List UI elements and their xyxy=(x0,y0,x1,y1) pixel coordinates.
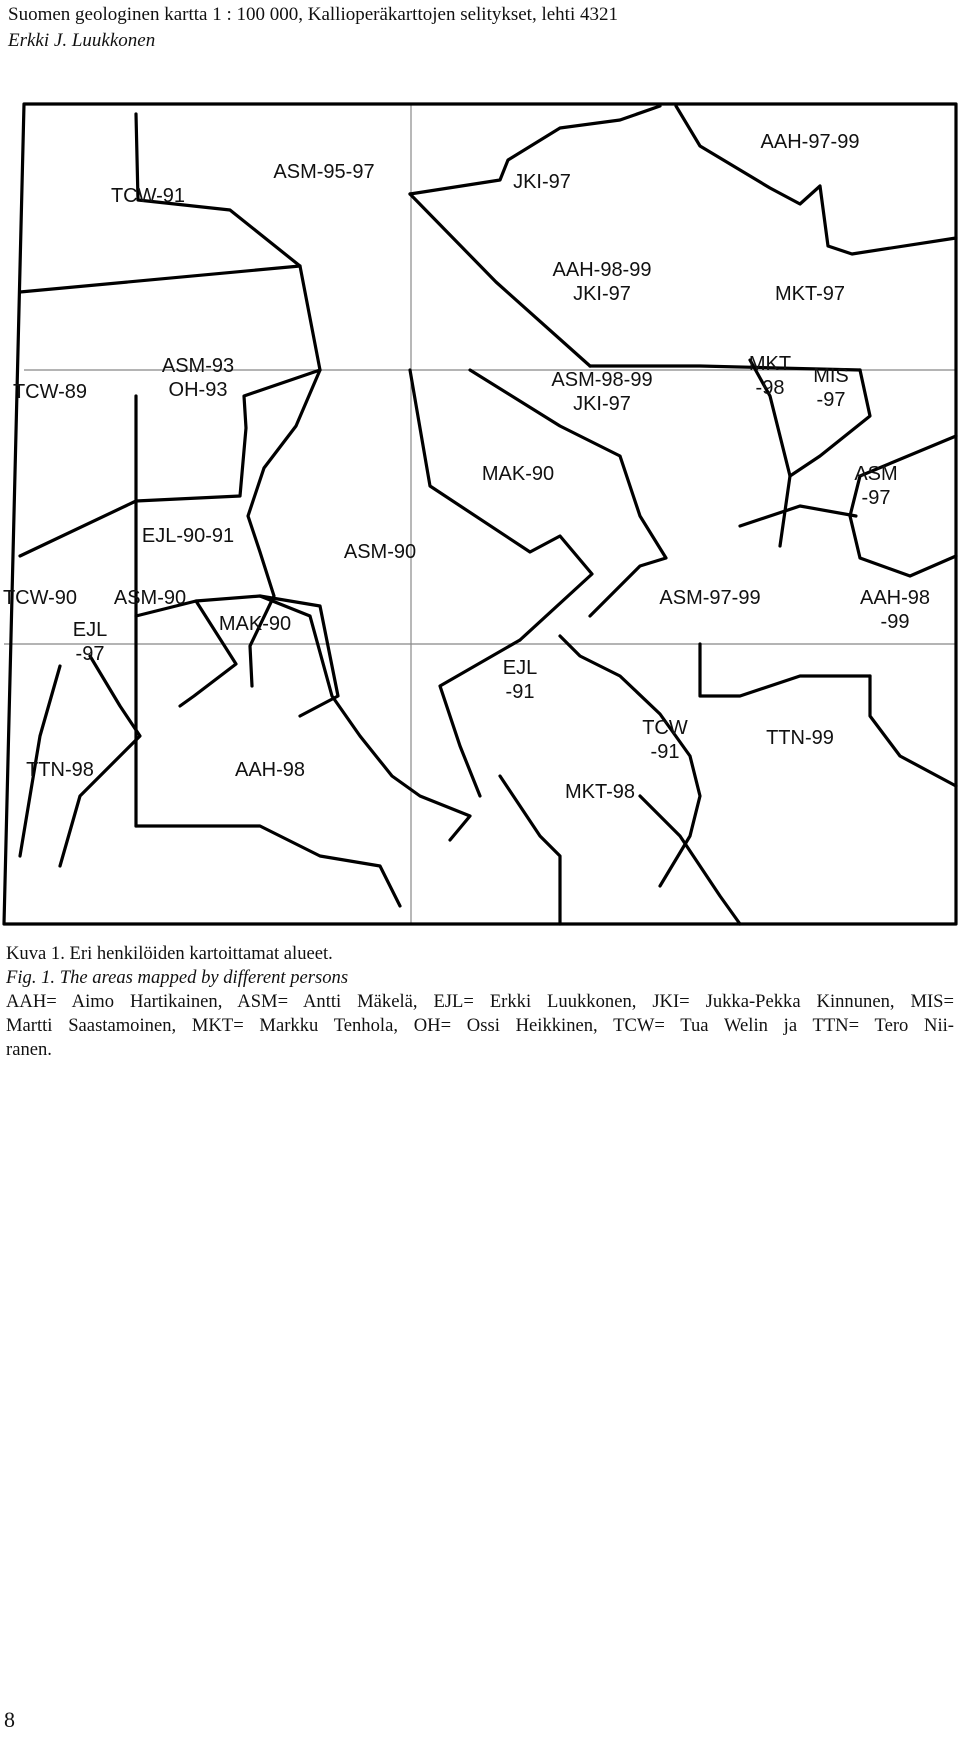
region-label xyxy=(813,365,849,411)
boundary-line xyxy=(136,114,320,370)
mapping-areas-map xyxy=(0,96,960,926)
boundary-line xyxy=(676,106,956,254)
region-label xyxy=(26,759,94,781)
region-label xyxy=(273,161,374,183)
region-label-line: AAH-98 xyxy=(234,759,306,781)
region-label xyxy=(344,541,416,563)
region-label xyxy=(749,353,791,399)
boundary-line xyxy=(500,776,560,924)
region-label xyxy=(553,259,652,305)
region-label-line: TCW-91 xyxy=(110,185,186,207)
caption-finnish: Kuva 1. Eri henkilöiden kartoittamat alueet. xyxy=(6,943,333,964)
region-label xyxy=(162,355,234,401)
region-label xyxy=(761,131,860,153)
boundary-line xyxy=(870,676,956,786)
caption-english-text: The areas mapped by different persons xyxy=(59,967,349,988)
region-label xyxy=(551,369,652,415)
region-label-line: EJL xyxy=(502,657,538,679)
region-label-line: -91 xyxy=(505,681,535,703)
region-label-line: ASM xyxy=(854,463,898,485)
region-label-line: -98 xyxy=(755,377,785,399)
region-label-line: -99 xyxy=(880,611,910,633)
region-label xyxy=(565,781,635,803)
region-label xyxy=(114,587,186,609)
region-label-line: OH-93 xyxy=(168,379,228,401)
region-label-line: -97 xyxy=(816,389,846,411)
region-label-line: AAH-97-99 xyxy=(760,131,860,153)
region-label-line: ASM-97-99 xyxy=(659,587,761,609)
boundary-line xyxy=(136,370,320,501)
region-label-line: ASM-95-97 xyxy=(273,161,375,183)
region-label xyxy=(659,587,760,609)
caption-legend-line: ranen. xyxy=(6,1039,52,1060)
region-label-line: TCW-90 xyxy=(2,587,78,609)
boundary-line xyxy=(136,826,400,906)
boundary-line xyxy=(20,266,300,292)
caption-legend-line: AAH= Aimo Hartikainen, ASM= Antti Mäkelä, EJL= Erkki Luukkonen, JKI= Jukka-Pekka Kinnunen, MIS= xyxy=(6,991,954,1012)
boundary-line xyxy=(248,370,320,686)
region-label-line: TCW-89 xyxy=(12,381,88,403)
region-label-line: ASM-90 xyxy=(343,541,417,563)
region-label-line: EJL xyxy=(72,619,108,641)
region-label-line: AAH-98-99 xyxy=(552,259,652,281)
region-label-line: ASM-98-99 xyxy=(551,369,653,391)
region-label-line: MIS xyxy=(813,365,849,387)
region-label xyxy=(503,657,537,703)
region-label-line: -91 xyxy=(650,741,680,763)
caption-english-prefix: Fig. 1. xyxy=(6,967,56,988)
figure-caption xyxy=(6,942,954,1062)
boundary-line xyxy=(700,644,870,696)
mapping-areas-figure xyxy=(0,96,960,926)
boundary-line xyxy=(410,370,592,640)
region-label-line: JKI-97 xyxy=(513,171,571,193)
map-grid xyxy=(4,104,956,924)
region-label-line: -97 xyxy=(75,643,105,665)
region-label xyxy=(219,613,291,635)
region-labels xyxy=(3,131,930,803)
region-label-line: -97 xyxy=(861,487,891,509)
map-frame xyxy=(4,104,956,924)
region-label xyxy=(860,587,930,633)
region-label xyxy=(235,759,305,781)
region-label-line: TTN-99 xyxy=(766,727,834,749)
region-label xyxy=(642,717,688,763)
author-name: Erkki J. Luukkonen xyxy=(8,30,156,51)
region-label-line: MKT-98 xyxy=(564,781,636,803)
region-label-line: ASM-93 xyxy=(161,355,235,377)
region-label xyxy=(13,381,87,403)
region-boundaries xyxy=(4,104,956,924)
region-label-line: MKT xyxy=(748,353,792,375)
boundary-line xyxy=(640,796,740,924)
region-label-line: JKI-97 xyxy=(573,393,631,415)
region-label-line: MAK-90 xyxy=(218,613,292,635)
region-label-line: MKT-97 xyxy=(774,283,846,305)
series-title: Suomen geologinen kartta 1 : 100 000, Kallioperäkarttojen selitykset, lehti 4321 xyxy=(8,4,618,25)
boundary-line xyxy=(470,370,666,616)
region-label-line: AAH-98 xyxy=(859,587,931,609)
region-label xyxy=(513,171,571,193)
caption-legend-line: Martti Saastamoinen, MKT= Markku Tenhola, OH= Ossi Heikkinen, TCW= Tua Welin ja TTN= Tero Nii- xyxy=(6,1015,954,1036)
region-label-line: ASM-90 xyxy=(113,587,187,609)
region-label xyxy=(482,463,554,485)
caption-english xyxy=(6,966,954,990)
region-label xyxy=(142,525,234,547)
region-label-line: JKI-97 xyxy=(573,283,631,305)
region-label xyxy=(73,619,107,665)
region-label-line: TTN-98 xyxy=(26,759,94,781)
region-label xyxy=(111,185,185,207)
page-number: 8 xyxy=(4,1707,15,1732)
boundary-line xyxy=(740,506,856,526)
region-label-line: TCW xyxy=(642,717,688,739)
boundary-line xyxy=(20,501,136,556)
region-label xyxy=(766,727,834,749)
region-label-line: MAK-90 xyxy=(481,463,555,485)
region-label xyxy=(3,587,77,609)
region-label-line: EJL-90-91 xyxy=(141,525,235,547)
boundary-line xyxy=(136,596,470,840)
region-label xyxy=(854,463,897,509)
page-header xyxy=(8,2,948,54)
region-label xyxy=(775,283,845,305)
